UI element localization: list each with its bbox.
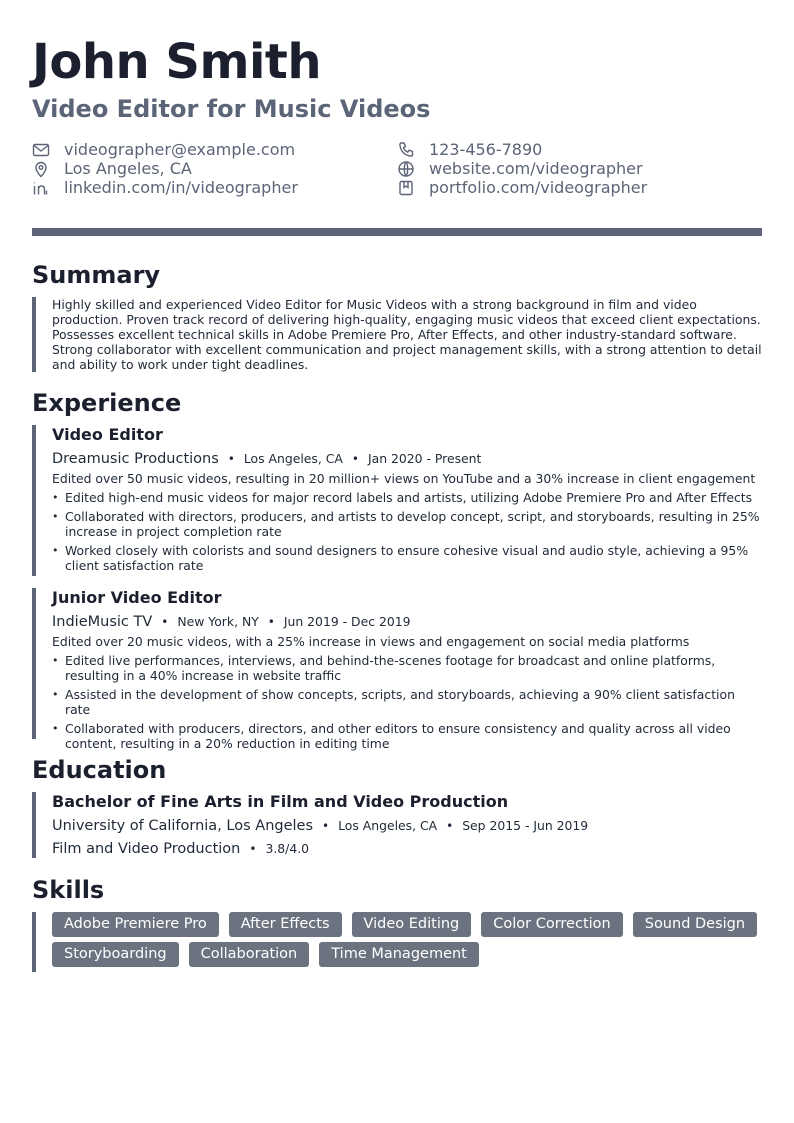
skills-list [52, 912, 762, 967]
contact-email-text: videographer@example.com [64, 140, 296, 159]
summary-heading: Summary [32, 261, 161, 289]
mail-icon [32, 141, 50, 159]
contact-website-text: website.com/videographer [429, 159, 643, 178]
skill-tag: Sound Design [633, 912, 757, 937]
skills-block [32, 912, 762, 972]
job-dates: Jan 2020 - Present [367, 451, 482, 466]
job-bullet: • Collaborated with directors, producers, and artists to develop concept, script, and storyboards, resulting in 25% increase in project completion rate [52, 509, 762, 539]
job-bullet: • Assisted in the development of show concepts, scripts, and storyboards, achieving a 90% client satisfaction rate [52, 687, 762, 717]
contact-linkedin[interactable] [32, 178, 298, 197]
contact-location [32, 159, 192, 178]
job-location: New York, NY [177, 614, 259, 629]
experience-heading: Experience [32, 389, 182, 417]
summary-text: Highly skilled and experienced Video Editor for Music Videos with a strong background in film and video production. Proven track record of delivering high-quality, engaging music videos that exceed client expectations. Possesses excellent technical skills in Adobe Premiere Pro, After Effects, and other industry-standard software. Strong collaborator with excellent communication and project management skills, with a strong attention to detail and ability to work under tight deadlines. [52, 297, 762, 372]
job-bullet: • Worked closely with colorists and sound designers to ensure cohesive visual and audio style, achieving a 95% client satisfaction rate [52, 543, 762, 573]
contact-location-text: Los Angeles, CA [64, 159, 192, 178]
education-heading: Education [32, 756, 167, 784]
globe-icon [397, 160, 415, 178]
job-description: Edited over 20 music videos, with a 25% increase in views and engagement on social media platforms [52, 634, 690, 649]
job-bullet: • Edited live performances, interviews, and behind-the-scenes footage for broadcast and online platforms, resulting in a 40% increase in website traffic [52, 653, 762, 683]
skill-tag: Video Editing [352, 912, 472, 937]
job-entry [32, 425, 762, 576]
job-title: Junior Video Editor [52, 588, 222, 607]
education-location: Los Angeles, CA [338, 818, 438, 833]
contact-phone[interactable] [397, 140, 542, 159]
skill-tag: Color Correction [481, 912, 622, 937]
contact-list [32, 138, 762, 198]
job-title: Video Editor [52, 425, 163, 444]
contact-website[interactable] [397, 159, 643, 178]
job-dates: Jun 2019 - Dec 2019 [283, 614, 411, 629]
job-location: Los Angeles, CA [243, 451, 343, 466]
linkedin-icon [32, 179, 50, 197]
education-school: University of California, Los Angeles [52, 818, 314, 834]
job-description: Edited over 50 music videos, resulting in 20 million+ views on YouTube and a 30% increase in client engagement [52, 471, 756, 486]
contact-portfolio-text: portfolio.com/videographer [429, 178, 648, 197]
job-meta: IndieMusic TV • New York, NY • Jun 2019 - Dec 2019 [52, 614, 411, 630]
job-entry [32, 588, 762, 751]
candidate-name: John Smith [32, 34, 322, 90]
job-bullets [52, 490, 762, 573]
skill-tag: Time Management [319, 942, 479, 967]
contact-email[interactable] [32, 140, 295, 159]
education-degree: Bachelor of Fine Arts in Film and Video Production [52, 792, 509, 811]
summary-block [32, 297, 762, 372]
skill-tag: Collaboration [189, 942, 310, 967]
bookmark-icon [397, 179, 415, 197]
job-bullet: • Edited high-end music videos for major record labels and artists, utilizing Adobe Premiere Pro and After Effects [52, 490, 762, 505]
phone-icon [397, 141, 415, 159]
candidate-headline: Video Editor for Music Videos [32, 95, 431, 123]
contact-linkedin-text: linkedin.com/in/videographer [64, 178, 298, 197]
contact-phone-text: 123-456-7890 [429, 140, 543, 159]
skill-tag: Storyboarding [52, 942, 179, 967]
education-field: Film and Video Production [52, 841, 241, 857]
header-divider [32, 228, 762, 236]
job-company: IndieMusic TV [52, 614, 153, 630]
skill-tag: Adobe Premiere Pro [52, 912, 219, 937]
location-pin-icon [32, 160, 50, 178]
education-gpa: 3.8/4.0 [265, 841, 310, 856]
education-entry [32, 792, 762, 858]
education-field-line: Film and Video Production • 3.8/4.0 [52, 841, 310, 857]
job-meta: Dreamusic Productions • Los Angeles, CA • Jan 2020 - Present [52, 451, 482, 467]
job-bullets [52, 653, 762, 751]
contact-portfolio[interactable] [397, 178, 647, 197]
job-bullet: • Collaborated with producers, directors, and other editors to ensure consistency and quality across all video content, resulting in a 20% reduction in editing time [52, 721, 762, 751]
skills-heading: Skills [32, 876, 105, 904]
education-school-line: University of California, Los Angeles • Los Angeles, CA • Sep 2015 - Jun 2019 [52, 818, 589, 834]
skill-tag: After Effects [229, 912, 342, 937]
education-dates: Sep 2015 - Jun 2019 [462, 818, 589, 833]
job-company: Dreamusic Productions [52, 451, 219, 467]
